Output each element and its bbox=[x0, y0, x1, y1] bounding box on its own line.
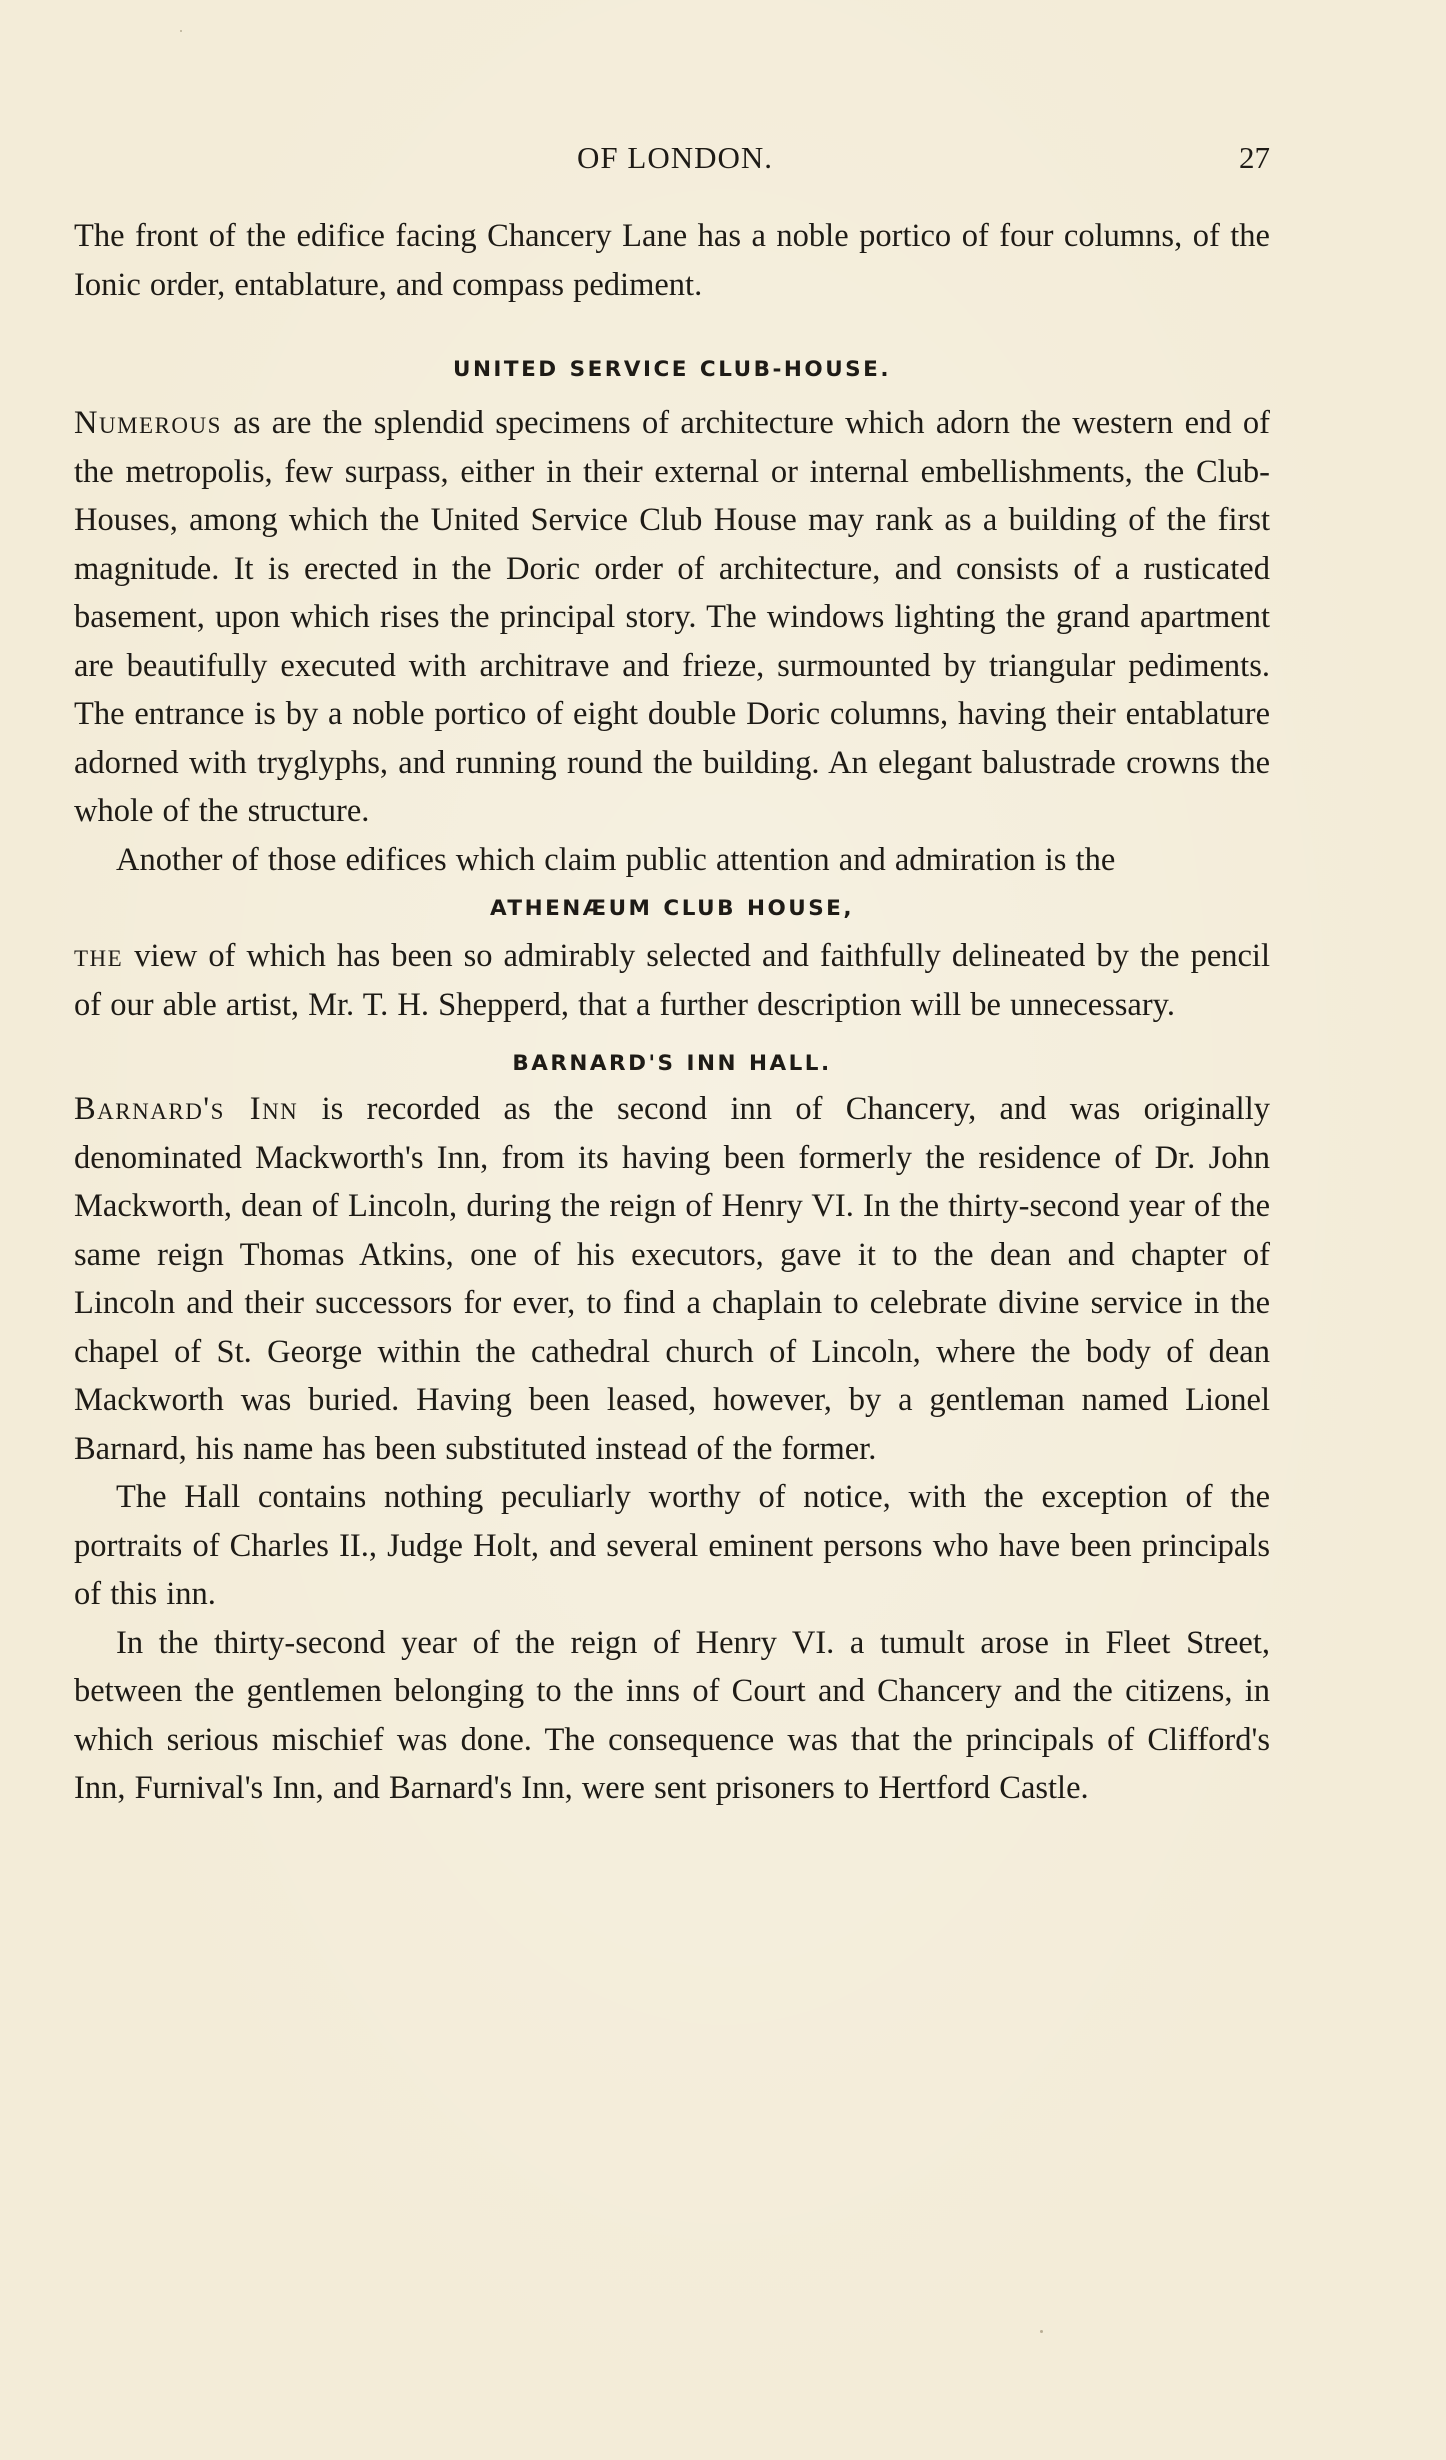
barnards-inn-paragraph-3: In the thirty-second year of the reign of Henry VI. a tumult arose in Fleet Street, between the gentlemen belonging to the inns of Court and Chancery and the citizens, in which serious mischief was done. The consequence was that the principals of Clifford's Inn, Furnival's Inn, and Barnard's Inn, were sent prisoners to Hertford Castle. bbox=[74, 1624, 1270, 1806]
united-service-paragraph-1-text: as are the splendid specimens of architecture which adorn the western end of the metropolis, few surpass, either in their external or internal embellishments, the Club-Houses, among which the United Service Club House may rank as a building of the first magnitude. It is erected in the Doric order of architecture, and consists of a rusticated basement, upon which rises the principal story. The windows lighting the grand apartment are beautifully executed with architrave and frieze, surmounted by triangular pediments. The entrance is by a noble portico of eight double Doric columns, having their entablature adorned with tryglyphs, and running round the building. An elegant balustrade crowns the whole of the structure. bbox=[74, 405, 1270, 829]
barnards-inn-paragraph-1 bbox=[74, 1085, 1270, 1473]
barnards-inn-paragraph-1-text: is recorded as the second inn of Chancery, and was originally denominated Mackworth's Inn, from its having been formerly the residence of Dr. John Mackworth, dean of Lincoln, during the reign of Henry VI. In the thirty-second year of the same reign Thomas Atkins, one of his executors, gave it to the dean and chapter of Lincoln and their successors for ever, to find a chaplain to celebrate divine service in the chapel of St. George within the cathedral church of Lincoln, where the body of dean Mackworth was buried. Having been leased, however, by a gentleman named Lionel Barnard, his name has been substituted instead of the former. bbox=[74, 1091, 1270, 1467]
united-service-paragraph-1 bbox=[74, 399, 1270, 836]
heading-barnards-inn: BARNARD'S INN HALL. bbox=[512, 1051, 832, 1076]
page-body bbox=[74, 212, 1270, 1813]
united-service-lead-word: Numerous bbox=[74, 405, 222, 441]
barnards-inn-paragraph-2: The Hall contains nothing peculiarly worthy of notice, with the exception of the portraits of Charles II., Judge Holt, and several eminent persons who have been principals of this inn. bbox=[74, 1479, 1270, 1612]
running-head: OF LONDON. bbox=[577, 140, 773, 175]
athenaeum-paragraph bbox=[74, 932, 1270, 1029]
athenaeum-lead-word: the bbox=[74, 938, 124, 974]
heading-athenaeum: ATHENÆUM CLUB HOUSE, bbox=[489, 896, 855, 921]
barnards-inn-lead-words: Barnard's Inn bbox=[74, 1091, 299, 1127]
intro-paragraph: The front of the edifice facing Chancery Lane has a noble portico of four columns, of the Ionic order, entablature, and compass pediment. bbox=[74, 218, 1270, 303]
paper-speck bbox=[1040, 2330, 1043, 2333]
page-header bbox=[80, 140, 1270, 190]
united-service-paragraph-2: Another of those edifices which claim public attention and admiration is the bbox=[116, 841, 1116, 878]
paper-speck bbox=[180, 30, 182, 32]
heading-united-service: UNITED SERVICE CLUB-HOUSE. bbox=[452, 357, 891, 382]
athenaeum-paragraph-text: view of which has been so admirably selected and faithfully delineated by the pencil of our able artist, Mr. T. H. Shepperd, that a further description will be unnecessary. bbox=[74, 938, 1270, 1023]
page-number: 27 bbox=[1239, 140, 1270, 175]
